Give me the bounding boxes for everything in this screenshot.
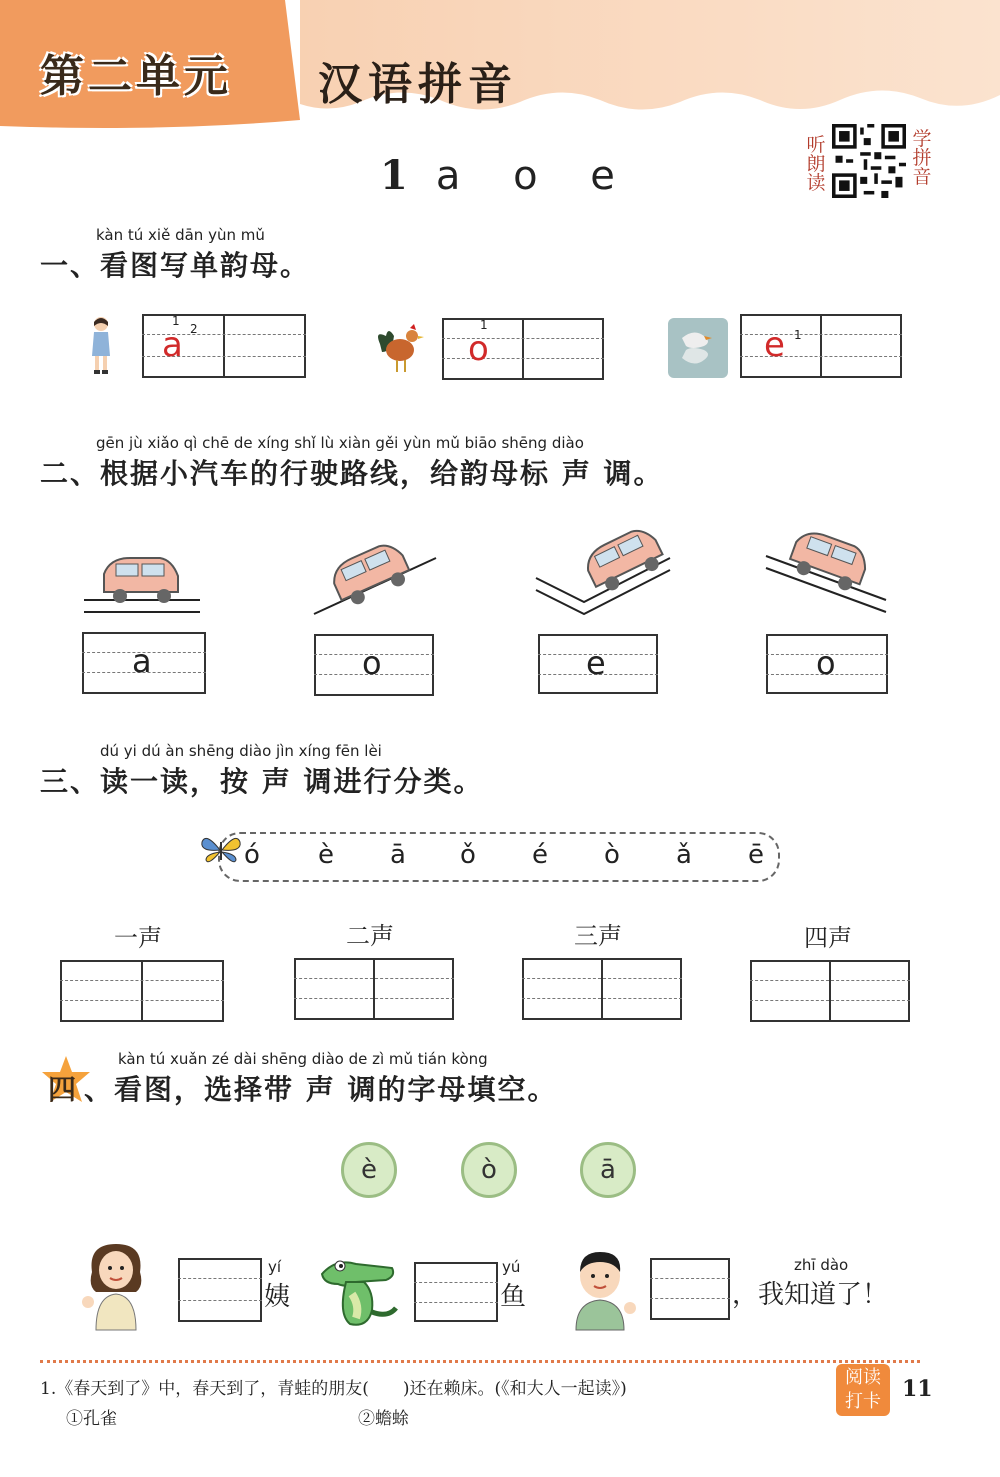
unit-name: 汉语拼音 [318, 59, 518, 110]
choice-letter: ē [748, 840, 764, 870]
section1-pinyin: kàn tú xiě dān yùn mǔ [96, 226, 265, 244]
tone-box-letter: o [362, 644, 382, 682]
letter-a-trace: a [162, 325, 183, 365]
choice-letter: é [532, 840, 548, 870]
stroke-number: 1 [172, 314, 180, 328]
blank2-pinyin: yú [502, 1258, 521, 1276]
section4-heading: 、看图，选择带 声 调的字母填空。 [84, 1073, 558, 1106]
tone-choice-row [218, 832, 780, 882]
stroke-number: 1 [794, 328, 802, 342]
section2-pinyin: gēn jù xiǎo qì chē de xíng shǐ lù xiàn gěi yùn mǔ biāo shēng diào [96, 434, 584, 452]
fill-box-1[interactable] [178, 1258, 262, 1322]
page-number: 11 [902, 1376, 933, 1402]
tone-box-letter: o [816, 644, 836, 682]
crocodile-icon [316, 1254, 398, 1332]
blank1-pinyin: yí [268, 1258, 282, 1276]
letter-o-trace: o [468, 329, 489, 369]
section2-heading: 二、根据小汽车的行驶路线，给韵母标 声 调。 [40, 457, 664, 490]
blank1-char: 姨 [264, 1282, 291, 1312]
qr-code-icon[interactable] [832, 124, 906, 198]
tone-box-1[interactable] [82, 632, 206, 694]
choice-letter: ǎ [676, 840, 692, 870]
footer-option-1[interactable]: ①孔雀 [66, 1409, 117, 1429]
classify-grid-2[interactable] [294, 958, 454, 1020]
unit-title: 第二单元 [40, 51, 232, 102]
tone-label-2: 二声 [346, 922, 394, 950]
tone-box-2[interactable] [314, 634, 434, 696]
blank3-pinyin: zhī dào [794, 1256, 849, 1274]
letter-e-trace: e [764, 325, 785, 365]
goose-icon [668, 318, 728, 378]
fill-box-3[interactable] [650, 1258, 730, 1320]
qr-left-text: 听朗读 [806, 134, 826, 194]
section4-number: 四 [48, 1073, 79, 1106]
footer-question: 1.《春天到了》中，春天到了，青蛙的朋友( )还在赖床。(《和大人一起读》) [40, 1379, 627, 1399]
blank3-text: ，我知道了！ [732, 1280, 889, 1310]
badge-line-1: 阅读 [845, 1367, 881, 1388]
footer-divider [40, 1360, 920, 1363]
tone-box-letter: a [132, 642, 152, 680]
tone-option-e[interactable]: è [341, 1142, 397, 1198]
tone-label-1: 一声 [114, 924, 162, 952]
rooster-icon [374, 322, 426, 374]
choice-letter: ò [604, 840, 620, 870]
badge-line-2: 打卡 [845, 1391, 881, 1412]
section3-pinyin: dú yi dú àn shēng diào jìn xíng fēn lèi [100, 742, 382, 760]
choice-letter: ā [390, 840, 406, 870]
car-rising-icon [312, 530, 438, 626]
section1-heading: 一、看图写单韵母。 [40, 249, 311, 282]
lesson-number: 1 [380, 152, 408, 199]
tone-option-o[interactable]: ò [461, 1142, 517, 1198]
butterfly-icon [200, 832, 242, 868]
aunt-icon [78, 1240, 154, 1332]
girl-icon [86, 314, 116, 376]
section3-heading: 三、读一读，按 声 调进行分类。 [40, 765, 484, 798]
tone-box-3[interactable] [538, 634, 658, 694]
fill-box-2[interactable] [414, 1262, 498, 1322]
classify-grid-3[interactable] [522, 958, 682, 1020]
reading-checkin-badge[interactable] [836, 1364, 890, 1416]
write-grid-2[interactable] [442, 318, 604, 380]
lesson-title [380, 152, 635, 199]
car-falling-icon [764, 524, 890, 614]
footer-option-2[interactable]: ②蟾蜍 [358, 1409, 409, 1429]
stroke-number: 1 [480, 318, 488, 332]
classify-grid-4[interactable] [750, 960, 910, 1022]
blank2-char: 鱼 [500, 1282, 527, 1312]
write-grid-1[interactable] [142, 314, 306, 378]
tone-label-3: 三声 [574, 922, 622, 950]
qr-right-text: 学拼音 [912, 128, 932, 188]
boy-icon [564, 1246, 644, 1332]
tone-box-letter: e [586, 644, 606, 682]
car-dip-icon [534, 522, 674, 626]
choice-letter: ǒ [460, 840, 476, 870]
tone-box-4[interactable] [766, 634, 888, 694]
stroke-number: 2 [190, 322, 198, 336]
choice-letter: ó [244, 840, 260, 870]
section4-pinyin: kàn tú xuǎn zé dài shēng diào de zì mǔ tián kòng [118, 1050, 488, 1068]
car-flat-icon [80, 548, 206, 616]
choice-letter: è [318, 840, 334, 870]
tone-option-a[interactable]: ā [580, 1142, 636, 1198]
tone-label-4: 四声 [804, 924, 852, 952]
write-grid-3[interactable] [740, 314, 902, 378]
classify-grid-1[interactable] [60, 960, 224, 1022]
lesson-letters: a o e [435, 153, 635, 199]
